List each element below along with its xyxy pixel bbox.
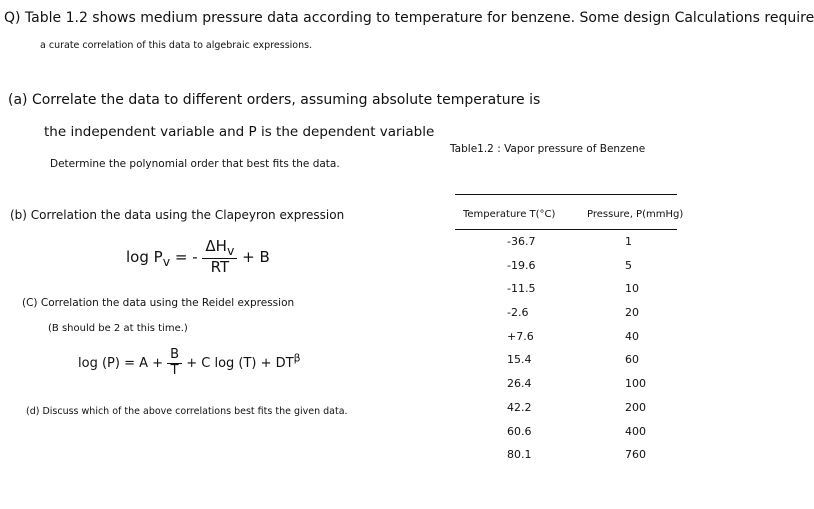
reidel-numerator: B — [167, 348, 182, 364]
part-a-line-3: Determine the polynomial order that best fits the data. — [50, 158, 340, 170]
temperature-cell: 60.6 — [507, 424, 532, 438]
pressure-cell: 60 — [625, 353, 639, 367]
pressure-cell: 200 — [625, 400, 646, 414]
question-title: Q) Table 1.2 shows medium pressure data according to temperature for benzene. Some design Calculations require — [4, 10, 814, 26]
clapeyron-denominator: RT — [210, 258, 230, 277]
clapeyron-lhs: log P — [126, 247, 163, 266]
temperature-cell: +7.6 — [507, 329, 534, 343]
part-c-line-2: (B should be 2 at this time.) — [48, 323, 188, 334]
temperature-cell: 42.2 — [507, 400, 532, 414]
header-temperature: Temperature T(°C) — [463, 209, 556, 220]
clapeyron-equation — [126, 238, 270, 277]
pressure-cell: 400 — [625, 424, 646, 438]
pressure-cell: 1 — [625, 235, 632, 248]
temperature-cell: -11.5 — [507, 282, 536, 296]
pressure-cell: 10 — [625, 282, 639, 296]
temperature-cell: 80.1 — [507, 448, 532, 462]
temperature-cell: -2.6 — [507, 306, 529, 320]
table-row — [455, 372, 677, 396]
part-a-line-1: (a) Correlate the data to different orders, assuming absolute temperature is — [8, 92, 541, 108]
table-row — [455, 420, 677, 444]
header-pressure: Pressure, P(mmHg) — [587, 209, 684, 220]
clapeyron-rhs: + B — [242, 247, 270, 266]
vapor-pressure-table — [455, 194, 684, 467]
clapeyron-lhs-subscript: v — [162, 253, 171, 269]
pressure-cell: 100 — [625, 377, 646, 391]
reidel-equation — [78, 348, 301, 379]
pressure-cell: 20 — [625, 306, 639, 320]
table-body — [455, 230, 677, 467]
temperature-cell: -36.7 — [507, 235, 536, 248]
pressure-cell: 760 — [625, 448, 646, 462]
pressure-cell: 40 — [625, 329, 639, 343]
question-title-continuation: a curate correlation of this data to algebraic expressions. — [40, 40, 313, 51]
part-d-line-1: (d) Discuss which of the above correlations best fits the given data. — [26, 406, 348, 417]
reidel-rhs-superscript: β — [293, 351, 301, 365]
pressure-cell: 5 — [625, 258, 632, 272]
table-row — [455, 230, 677, 254]
clapeyron-numerator-text: ΔH — [205, 237, 227, 255]
table-row — [455, 254, 677, 278]
part-a-line-2: the independent variable and P is the dependent variable — [44, 124, 435, 140]
table-row — [455, 443, 677, 467]
reidel-denominator: T — [170, 362, 179, 378]
table-row — [455, 348, 677, 372]
reidel-rhs: + C log (T) + DT — [186, 355, 294, 371]
table-row — [455, 325, 677, 349]
table-row — [455, 277, 677, 301]
part-b-line-1: (b) Correlation the data using the Clapeyron expression — [10, 208, 345, 222]
temperature-cell: -19.6 — [507, 258, 536, 272]
table-row — [455, 396, 677, 420]
reidel-fraction — [167, 348, 182, 379]
clapeyron-numerator-subscript: v — [226, 243, 235, 258]
table-header-row — [455, 195, 684, 229]
temperature-cell: 26.4 — [507, 377, 532, 391]
clapeyron-numerator — [202, 238, 237, 259]
table-caption: Table1.2 : Vapor pressure of Benzene — [450, 143, 646, 155]
clapeyron-equals: = - — [174, 247, 198, 266]
clapeyron-fraction — [202, 238, 237, 277]
reidel-lhs: log (P) = A + — [78, 355, 164, 371]
table-row — [455, 301, 677, 325]
temperature-cell: 15.4 — [507, 353, 532, 367]
part-c-line-1: (C) Correlation the data using the Reidel expression — [22, 297, 295, 309]
